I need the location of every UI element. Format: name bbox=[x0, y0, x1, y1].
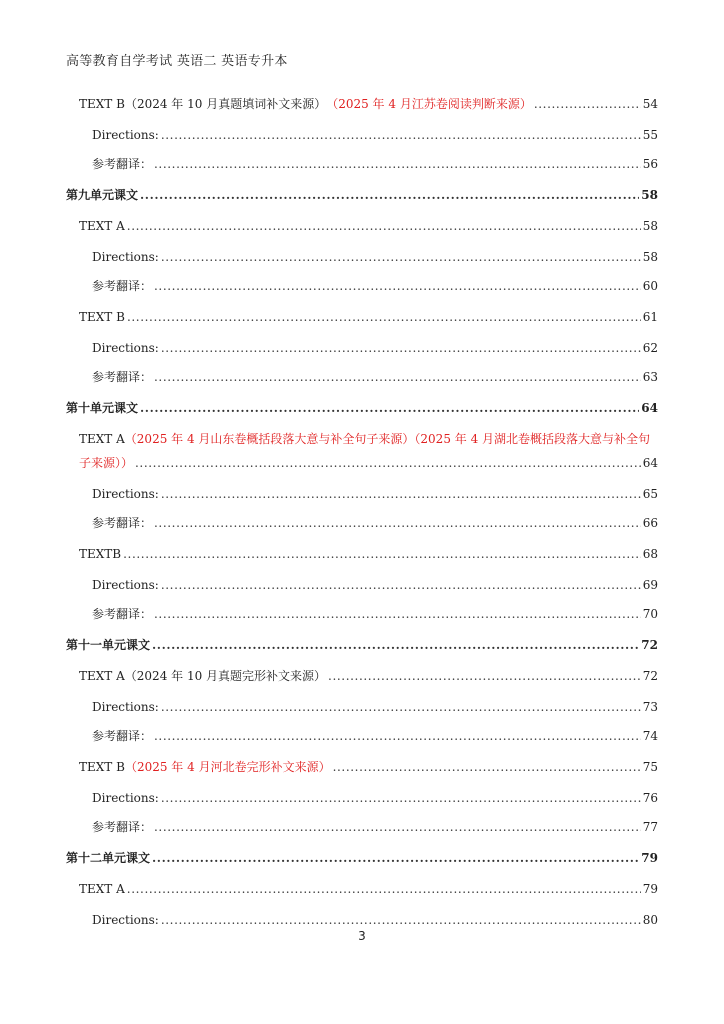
toc-page-number: 80 bbox=[642, 913, 658, 927]
toc-chapter-entry[interactable] bbox=[0, 850, 658, 866]
leader-dots bbox=[333, 759, 641, 775]
toc-entry[interactable] bbox=[0, 759, 658, 775]
toc-entry[interactable] bbox=[0, 156, 658, 172]
toc-entry-label: TEXT B bbox=[79, 310, 125, 324]
leader-dots bbox=[154, 515, 641, 531]
toc-entry[interactable] bbox=[0, 790, 658, 806]
leader-dots bbox=[161, 340, 641, 356]
toc-page-number: 72 bbox=[641, 638, 658, 652]
toc-chapter-entry[interactable] bbox=[0, 400, 658, 416]
toc-entry-label: Directions: bbox=[92, 700, 159, 714]
leader-dots bbox=[154, 819, 641, 835]
toc-entry-source-note: （2025 年 4 月山东卷概括段落大意与补全句子来源）（2025 年 4 月湖北卷概括段落大意与补全句 bbox=[124, 432, 651, 446]
toc-entry-wrapped[interactable] bbox=[79, 431, 659, 447]
page-header: 高等教育自学考试 英语二 英语专升本 bbox=[66, 54, 288, 69]
toc-entry-label: Directions: bbox=[92, 250, 159, 264]
leader-dots bbox=[161, 699, 641, 715]
toc-entry-label: 参考翻译： bbox=[92, 607, 153, 621]
toc-page-number: 63 bbox=[642, 370, 658, 384]
toc-entry-label: Directions: bbox=[92, 487, 159, 501]
toc-page-number: 58 bbox=[642, 219, 658, 233]
toc-entry-label: Directions: bbox=[92, 128, 159, 142]
leader-dots bbox=[161, 249, 641, 265]
toc-entry-label: Directions: bbox=[92, 913, 159, 927]
toc-chapter-label: 第九单元课文 bbox=[66, 188, 139, 202]
toc-entry-continuation[interactable] bbox=[0, 455, 658, 471]
toc-page-number: 72 bbox=[642, 669, 658, 683]
toc-chapter-label: 第十二单元课文 bbox=[66, 851, 151, 865]
toc-page-number: 58 bbox=[641, 188, 658, 202]
toc-entry[interactable] bbox=[0, 218, 658, 234]
toc-entry[interactable] bbox=[0, 309, 658, 325]
toc-chapter-entry[interactable] bbox=[0, 637, 658, 653]
toc-page-number: 68 bbox=[642, 547, 658, 561]
leader-dots bbox=[328, 668, 641, 684]
leader-dots bbox=[135, 455, 641, 471]
toc-page-number: 64 bbox=[642, 456, 658, 470]
toc-page-number: 74 bbox=[642, 729, 658, 743]
leader-dots bbox=[154, 728, 641, 744]
toc-page-number: 69 bbox=[642, 578, 658, 592]
toc-entry[interactable] bbox=[0, 819, 658, 835]
leader-dots bbox=[154, 606, 641, 622]
toc-entry[interactable] bbox=[0, 127, 658, 143]
toc-entry[interactable] bbox=[0, 699, 658, 715]
toc-page-number: 77 bbox=[642, 820, 658, 834]
toc-entry-source-note: （2025 年 4 月江苏卷阅读判断来源） bbox=[326, 97, 532, 111]
toc-entry-label: TEXT A（2024 年 10 月真题完形补文来源） bbox=[79, 669, 327, 683]
toc-entry-source-note-cont: 子来源）） bbox=[79, 456, 134, 470]
leader-dots bbox=[154, 369, 641, 385]
toc-entry-label: 参考翻译： bbox=[92, 516, 153, 530]
toc-page-number: 54 bbox=[642, 97, 658, 111]
toc-entry-label: TEXT A bbox=[79, 882, 125, 896]
toc-entry[interactable] bbox=[0, 577, 658, 593]
toc-entry[interactable] bbox=[0, 606, 658, 622]
leader-dots bbox=[127, 309, 641, 325]
toc-entry[interactable] bbox=[0, 546, 658, 562]
leader-dots bbox=[140, 400, 639, 416]
toc-entry[interactable] bbox=[0, 249, 658, 265]
toc-entry[interactable] bbox=[0, 369, 658, 385]
page-number-footer: 3 bbox=[358, 929, 366, 943]
toc-entry[interactable] bbox=[0, 340, 658, 356]
toc-chapter-label: 第十单元课文 bbox=[66, 401, 139, 415]
toc-entry-source-note: （2025 年 4 月河北卷完形补文来源） bbox=[124, 760, 331, 774]
toc-entry[interactable] bbox=[0, 728, 658, 744]
leader-dots bbox=[161, 912, 641, 928]
toc-page-number: 61 bbox=[642, 310, 658, 324]
toc-page-number: 76 bbox=[642, 791, 658, 805]
leader-dots bbox=[123, 546, 641, 562]
toc-entry-label: Directions: bbox=[92, 791, 159, 805]
toc-page-number: 56 bbox=[642, 157, 658, 171]
leader-dots bbox=[154, 278, 641, 294]
toc-entry[interactable] bbox=[0, 912, 658, 928]
leader-dots bbox=[161, 486, 641, 502]
toc-entry-label: TEXTB bbox=[79, 547, 122, 561]
leader-dots bbox=[140, 187, 639, 203]
toc-page-number: 73 bbox=[642, 700, 658, 714]
toc-entry-label: Directions: bbox=[92, 341, 159, 355]
toc-entry-label: TEXT A bbox=[79, 219, 125, 233]
leader-dots bbox=[127, 218, 641, 234]
toc-entry-label: TEXT B bbox=[79, 760, 125, 774]
leader-dots bbox=[161, 577, 641, 593]
toc-page-number: 79 bbox=[641, 851, 658, 865]
leader-dots bbox=[127, 881, 641, 897]
leader-dots bbox=[152, 637, 639, 653]
toc-entry-label: TEXT A bbox=[79, 432, 125, 446]
toc-page-number: 70 bbox=[642, 607, 658, 621]
toc-entry[interactable] bbox=[0, 668, 658, 684]
toc-page-number: 64 bbox=[641, 401, 658, 415]
leader-dots bbox=[154, 156, 641, 172]
toc-entry-label: Directions: bbox=[92, 578, 159, 592]
toc-entry-label: 参考翻译： bbox=[92, 157, 153, 171]
toc-chapter-entry[interactable] bbox=[0, 187, 658, 203]
toc-chapter-label: 第十一单元课文 bbox=[66, 638, 151, 652]
leader-dots bbox=[161, 127, 641, 143]
toc-page-number: 66 bbox=[642, 516, 658, 530]
toc-entry-label: 参考翻译： bbox=[92, 820, 153, 834]
toc-page-number: 65 bbox=[642, 487, 658, 501]
leader-dots bbox=[534, 96, 641, 112]
toc-entry[interactable] bbox=[0, 278, 658, 294]
toc-page-number: 75 bbox=[642, 760, 658, 774]
toc-entry[interactable] bbox=[0, 96, 658, 112]
toc-entry[interactable] bbox=[0, 515, 658, 531]
toc-entry[interactable] bbox=[0, 486, 658, 502]
toc-page-number: 79 bbox=[642, 882, 658, 896]
toc-page-number: 58 bbox=[642, 250, 658, 264]
toc-page-number: 62 bbox=[642, 341, 658, 355]
toc-entry-label: 参考翻译： bbox=[92, 370, 153, 384]
toc-entry-label: 参考翻译： bbox=[92, 279, 153, 293]
toc-page-number: 55 bbox=[642, 128, 658, 142]
toc-page-number: 60 bbox=[642, 279, 658, 293]
leader-dots bbox=[152, 850, 639, 866]
toc-entry-label: 参考翻译： bbox=[92, 729, 153, 743]
leader-dots bbox=[161, 790, 641, 806]
toc-entry-label: TEXT B（2024 年 10 月真题填词补文来源） bbox=[79, 97, 327, 111]
toc-entry[interactable] bbox=[0, 881, 658, 897]
